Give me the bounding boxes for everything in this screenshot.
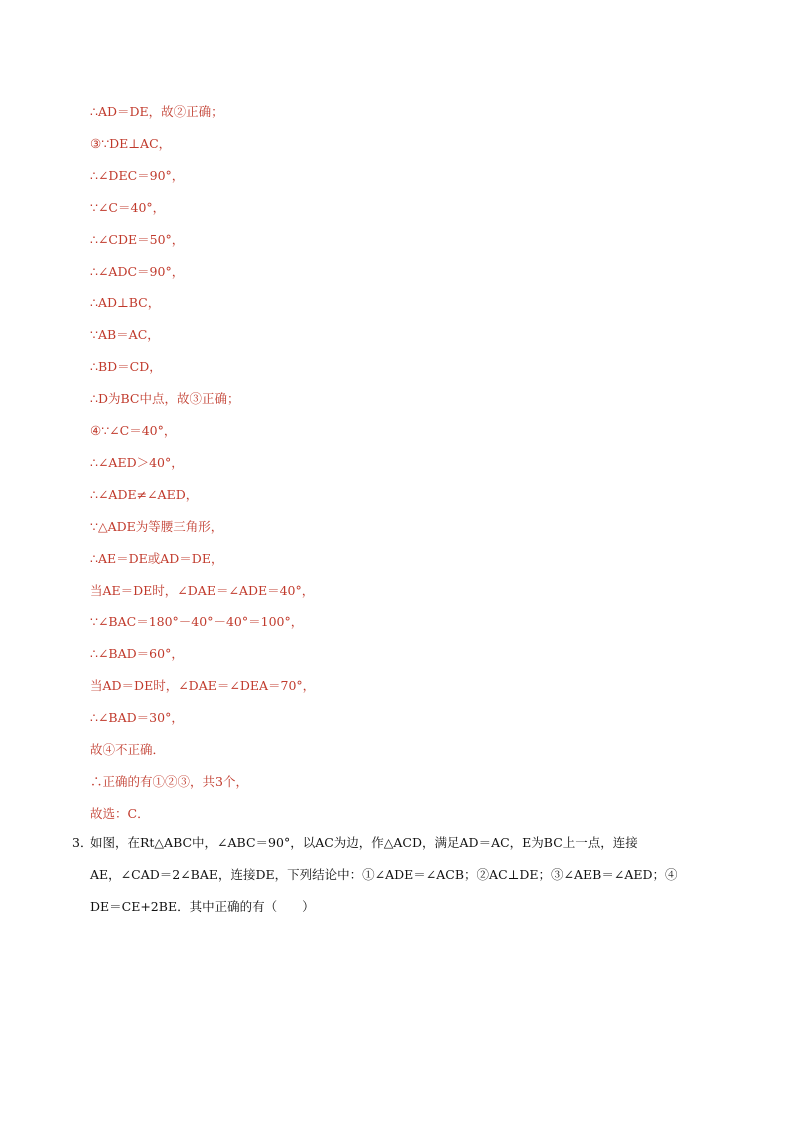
solution-line: 故选：C． [90, 805, 150, 821]
solution-line: ∴AE＝DE或AD＝DE， [90, 550, 224, 566]
solution-line: ∴∠AED＞40°， [90, 454, 184, 470]
solution-line: ∴AD＝DE，故②正确； [90, 104, 224, 119]
solution-line: ∴∠BAD＝60°， [90, 646, 184, 662]
solution-line: ∴AD⊥BC， [90, 295, 161, 311]
solution-line: ∵∠C＝40°， [90, 199, 166, 215]
question-number: 3． [72, 835, 93, 850]
solution-line: ∵∠BAC＝180°－40°－40°＝100°， [90, 614, 304, 630]
solution-line: ④∵∠C＝40°， [90, 423, 177, 438]
solution-line: ∵AB＝AC， [90, 327, 160, 343]
solution-line: ③∵DE⊥AC， [90, 135, 172, 151]
solution-line: ∴D为BC中点，故③正确； [90, 391, 240, 407]
solution-line: 当AD＝DE时，∠DAE＝∠DEA＝70°， [90, 678, 316, 694]
question-line-3: DE＝CE+2BE．其中正确的有（ ） [90, 899, 315, 914]
solution-line: ∴∠ADC＝90°， [90, 263, 185, 279]
question-line-1: 如图，在Rt△ABC中，∠ABC＝90°，以AC为边，作△ACD，满足AD＝AC，E为BC上一点，连接 [90, 835, 638, 850]
solution-line: ∴∠ADE≠∠AED， [90, 486, 199, 502]
solution-line: ∵△ADE为等腰三角形， [90, 518, 224, 534]
solution-line: ∴∠BAD＝30°， [90, 710, 184, 726]
solution-line: ∴正确的有①②③，共3个， [90, 773, 248, 789]
solution-line: ∴∠DEC＝90°， [90, 167, 185, 183]
solution-line: 故④不正确． [90, 742, 166, 757]
solution-line: ∴BD＝CD， [90, 359, 162, 375]
question-line-2: AE，∠CAD＝2∠BAE，连接DE，下列结论中：①∠ADE＝∠ACB；②AC⊥DE；③∠AEB＝∠AED；④ [90, 867, 678, 882]
solution-line: ∴∠CDE＝50°， [90, 231, 185, 247]
solution-line: 当AE＝DE时，∠DAE＝∠ADE＝40°， [90, 582, 315, 598]
